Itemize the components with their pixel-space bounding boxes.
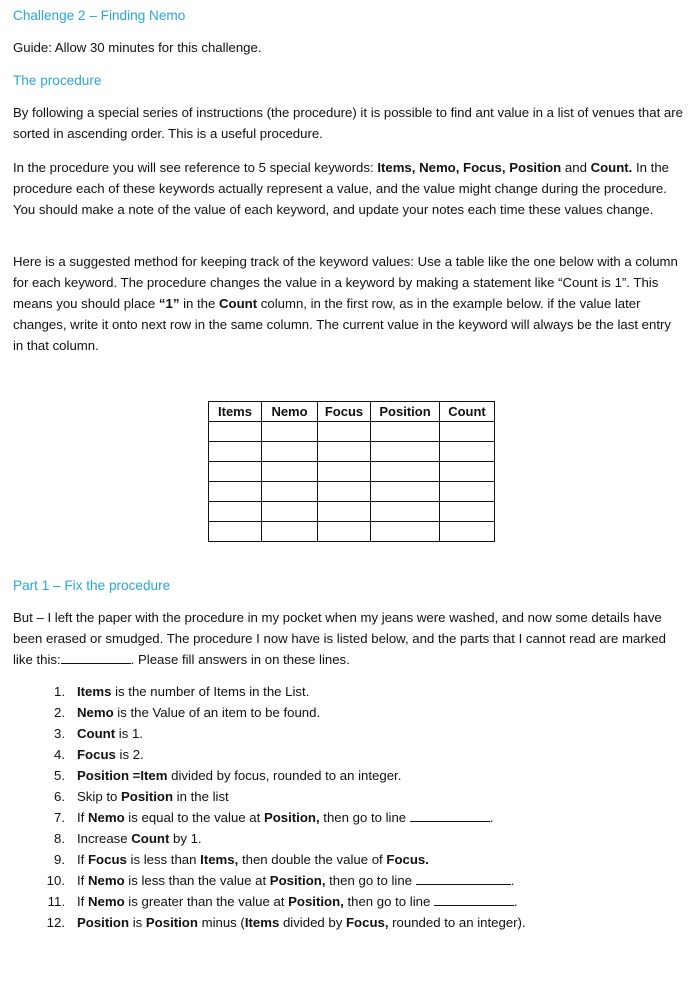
keyword-table-row: [209, 522, 495, 542]
step-text: by 1.: [169, 831, 202, 846]
step-item: [13, 786, 673, 807]
keyword-table-row: [209, 422, 495, 442]
keyword-table-cell[interactable]: [371, 462, 440, 482]
keyword-table-cell[interactable]: [262, 482, 318, 502]
step-text: is 2.: [115, 747, 144, 762]
intro-p3-bold2: Count: [219, 296, 258, 311]
col-header-count: Count: [440, 402, 495, 422]
step-item: [13, 891, 673, 912]
step-item: [13, 765, 673, 786]
step-keyword: Position =Item: [77, 768, 168, 783]
step-text: is equal to the value at: [124, 810, 264, 825]
step-item: [13, 723, 673, 744]
intro-p2-and: and: [561, 160, 591, 175]
keyword-table-cell[interactable]: [440, 422, 495, 442]
keyword-table-cell[interactable]: [440, 482, 495, 502]
step-number: 8.: [54, 831, 65, 846]
intro-p2-count: Count.: [590, 160, 633, 175]
keyword-table-row: [209, 482, 495, 502]
step-keyword: Items: [244, 915, 280, 930]
page-title: Challenge 2 – Finding Nemo: [13, 8, 186, 23]
keyword-table-cell[interactable]: [262, 442, 318, 462]
step-keyword: Count: [131, 831, 170, 846]
intro-p3-c: column, in the first row, as in the example below. if the value later changes, write it onto next row in the same column. The current value in the keyword will always be the last entry in that column.: [13, 296, 671, 353]
intro-paragraph-1: [13, 102, 683, 144]
intro-paragraph-2: [13, 157, 683, 220]
step-text: then go to line: [325, 873, 413, 888]
procedure-steps-list: [13, 681, 673, 933]
keyword-table-cell[interactable]: [318, 442, 371, 462]
col-header-items: Items: [209, 402, 262, 422]
step-item: [13, 849, 673, 870]
step-text: is 1.: [115, 726, 143, 741]
keyword-table-cell[interactable]: [209, 442, 262, 462]
step-number: 2.: [54, 705, 65, 720]
intro-paragraph-3: [13, 251, 683, 356]
col-header-position: Position: [371, 402, 440, 422]
step-keyword: Nemo: [88, 810, 125, 825]
keyword-table-cell[interactable]: [209, 462, 262, 482]
step-item: [13, 744, 673, 765]
step-item: [13, 870, 673, 891]
keyword-table-cell[interactable]: [318, 522, 371, 542]
step-end: .: [510, 873, 515, 888]
part1-text-a: But – I left the paper with the procedure in my pocket when my jeans were washed, and now some details have been erased or smudged. The procedure I now have is listed below, and the parts that I cannot read are marked like this:: [13, 610, 666, 667]
step-text: divided by focus, rounded to an integer.: [167, 768, 402, 783]
step-keyword: Count: [77, 726, 116, 741]
keyword-table-header-row: [209, 402, 495, 422]
keyword-table-cell[interactable]: [371, 502, 440, 522]
keyword-table-cell[interactable]: [371, 422, 440, 442]
intro-p3-bold1: “1”: [158, 296, 180, 311]
intro-p2-b: In the procedure each of these keywords actually represent a value, and the value might change during the procedure. You should make a note of the value of each keyword, and update your notes each time these values change.: [13, 160, 670, 217]
step-text: then double the value of: [238, 852, 387, 867]
step-keyword: Position,: [288, 894, 344, 909]
keyword-table-cell[interactable]: [371, 442, 440, 462]
step-text: then go to line: [319, 810, 407, 825]
step-item: [13, 912, 673, 933]
step-text: in the list: [173, 789, 229, 804]
keyword-table-cell[interactable]: [318, 462, 371, 482]
step-keyword: Items,: [200, 852, 239, 867]
step-item: [13, 681, 673, 702]
step-number: 7.: [54, 810, 65, 825]
step-item: [13, 702, 673, 723]
answer-blank-line-11[interactable]: [434, 893, 514, 906]
step-keyword: Position,: [263, 810, 320, 825]
intro-p3-a: Here is a suggested method for keeping track of the keyword values: Use a table like the one below with a column for each keyword. The procedure changes the value in a keyword by making a statement like “Count is 1”. This means you should place: [13, 254, 678, 311]
step-text: If: [77, 810, 88, 825]
step-number: 4.: [54, 747, 65, 762]
step-text: is the number of Items in the List.: [111, 684, 310, 699]
step-text: is: [129, 915, 146, 930]
step-keyword: Position: [120, 789, 174, 804]
answer-blank-line-10[interactable]: [416, 872, 511, 885]
step-keyword: Focus: [77, 747, 116, 762]
intro-p1-text: By following a special series of instructions (the procedure) it is possible to find ant value in a list of venues that are sorted in ascending order. This is a useful procedure.: [13, 105, 683, 141]
step-text: divided by: [279, 915, 346, 930]
step-end: .: [489, 810, 494, 825]
step-number: 1.: [54, 684, 65, 699]
keyword-table-cell[interactable]: [440, 462, 495, 482]
intro-p3-b: in the: [179, 296, 220, 311]
step-number: 12.: [46, 915, 65, 930]
keyword-table-cell[interactable]: [318, 502, 371, 522]
keyword-table-cell[interactable]: [262, 522, 318, 542]
keyword-table-row: [209, 442, 495, 462]
step-text: If: [77, 852, 88, 867]
keyword-table-cell[interactable]: [440, 442, 495, 462]
step-text: Increase: [77, 831, 132, 846]
step-end: .: [514, 894, 518, 909]
step-number: 3.: [54, 726, 65, 741]
step-number: 6.: [54, 789, 65, 804]
step-keyword: Position: [77, 915, 130, 930]
step-keyword: Focus: [88, 852, 127, 867]
procedure-heading: The procedure: [13, 73, 102, 88]
step-keyword: Nemo: [88, 894, 125, 909]
step-item: [13, 828, 673, 849]
step-text: is the Value of an item to be found.: [113, 705, 321, 720]
step-number: 10.: [46, 873, 65, 888]
keyword-table-cell[interactable]: [371, 522, 440, 542]
step-text: If: [77, 894, 88, 909]
keyword-table-cell[interactable]: [440, 502, 495, 522]
keyword-table-cell[interactable]: [318, 422, 371, 442]
keyword-table-cell[interactable]: [440, 522, 495, 542]
step-number: 11.: [47, 894, 65, 909]
step-keyword: Focus.: [386, 852, 429, 867]
step-text: is less than the value at: [124, 873, 270, 888]
keyword-table-row: [209, 462, 495, 482]
col-header-focus: Focus: [318, 402, 371, 422]
step-number: 9.: [54, 852, 65, 867]
step-text: is greater than the value at: [124, 894, 289, 909]
step-text: minus (: [197, 915, 245, 930]
step-text: rounded to an integer).: [388, 915, 526, 930]
col-header-nemo: Nemo: [262, 402, 318, 422]
step-item: [13, 807, 673, 828]
guide-text: Guide: Allow 30 minutes for this challenge.: [13, 40, 262, 55]
keyword-table-cell[interactable]: [262, 422, 318, 442]
keyword-table-cell[interactable]: [318, 482, 371, 502]
intro-p2-a: In the procedure you will see reference to 5 special keywords:: [13, 160, 378, 175]
keyword-table-cell[interactable]: [371, 482, 440, 502]
keyword-table-cell[interactable]: [209, 502, 262, 522]
example-blank-line: [61, 651, 131, 664]
keyword-table-cell[interactable]: [262, 502, 318, 522]
keyword-table-cell[interactable]: [209, 522, 262, 542]
part1-heading: Part 1 – Fix the procedure: [13, 578, 171, 593]
part1-text-b: . Please fill answers in on these lines.: [130, 652, 350, 667]
step-keyword: Position: [145, 915, 198, 930]
keyword-table-cell[interactable]: [209, 482, 262, 502]
step-keyword: Nemo: [77, 705, 114, 720]
answer-blank-line-7[interactable]: [410, 809, 490, 822]
keyword-table-cell[interactable]: [209, 422, 262, 442]
step-keyword: Position,: [269, 873, 326, 888]
step-keyword: Nemo: [88, 873, 125, 888]
step-text: If: [77, 873, 88, 888]
step-keyword: Focus,: [346, 915, 389, 930]
step-text: then go to line: [343, 894, 431, 909]
step-text: Skip to: [77, 789, 121, 804]
part1-paragraph: [13, 607, 683, 670]
step-keyword: Items: [77, 684, 112, 699]
intro-p2-keywords: Items, Nemo, Focus, Position: [377, 160, 562, 175]
keyword-table: [208, 401, 495, 542]
keyword-table-cell[interactable]: [262, 462, 318, 482]
step-number: 5.: [54, 768, 65, 783]
keyword-table-row: [209, 502, 495, 522]
step-text: is less than: [126, 852, 201, 867]
